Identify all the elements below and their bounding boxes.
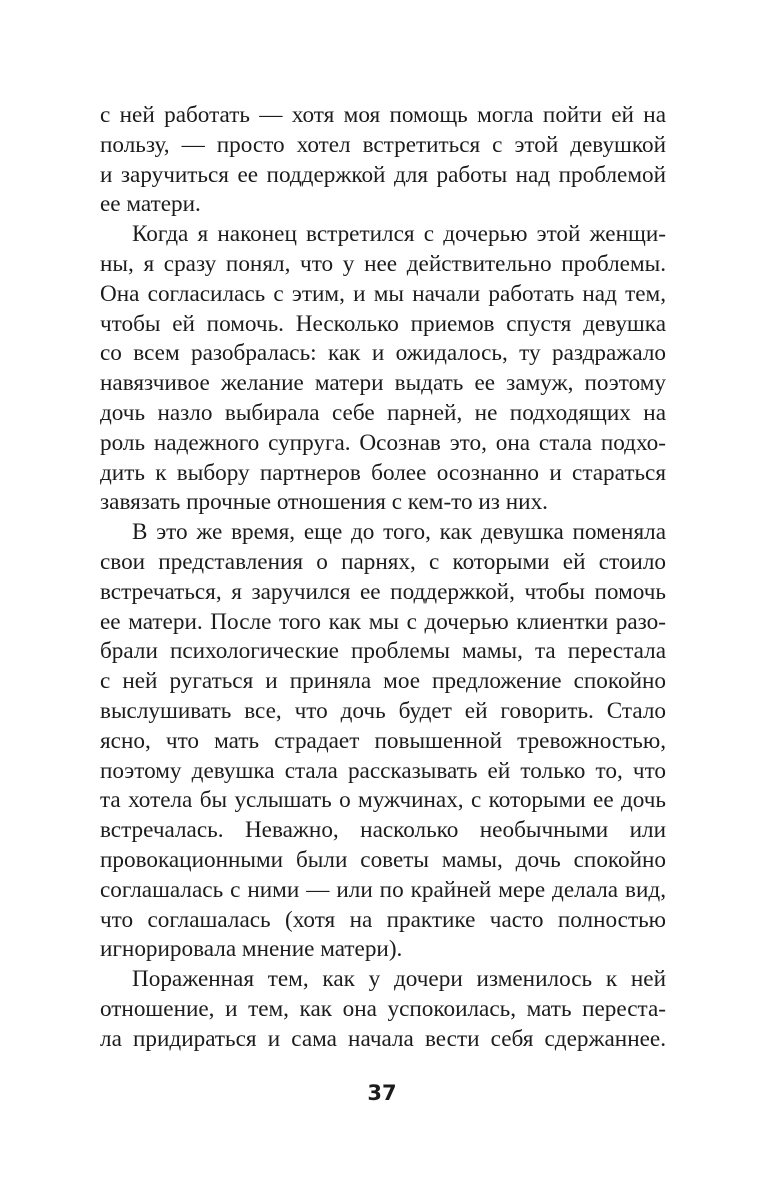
text-line: с ней работать — хотя моя помощь могла пойти ей на — [100, 102, 666, 128]
text-line: Она согласилась с этим, и мы начали работать над тем, — [100, 280, 666, 307]
text-line: отношение, и тем, как она успокоилась, мать переста- — [100, 995, 666, 1022]
text-line: встречаться, я заручился ее поддержкой, чтобы помочь — [100, 578, 666, 605]
text-line: провокационными были советы мамы, дочь спокойно — [100, 846, 666, 873]
paragraph-4 — [100, 965, 666, 1054]
text-line: В это же время, еще до того, как девушка поменяла — [132, 519, 666, 546]
text-line: пользу, — просто хотел встретиться с этой девушкой — [100, 131, 666, 158]
text-line: чтобы ей помочь. Несколько приемов спустя девушка — [100, 310, 666, 337]
text-line: Пораженная тем, как у дочери изменилось к ней — [132, 966, 666, 993]
paragraph-3 — [100, 518, 666, 965]
text-line: встречалась. Неважно, насколько необычными или — [100, 817, 666, 844]
text-line: ла придираться и сама начала вести себя сдержаннее. — [100, 1025, 666, 1052]
text-line: Когда я наконец встретился с дочерью этой женщи- — [132, 221, 666, 248]
text-line: брали психологические проблемы мамы, та перестала — [100, 638, 666, 665]
body-text — [100, 101, 666, 1055]
text-line: выслушивать все, что дочь будет ей говорить. Стало — [100, 697, 666, 724]
text-line: соглашалась с ними — или по крайней мере делала вид, — [100, 876, 666, 903]
text-line: поэтому девушка стала рассказывать ей только то, что — [100, 757, 666, 784]
text-line: что соглашалась (хотя на практике часто полностью — [100, 906, 666, 933]
text-line: дочь назло выбирала себе парней, не подходящих на — [100, 399, 666, 426]
text-line: ны, я сразу понял, что у нее действительно проблемы. — [100, 250, 666, 277]
text-line: роль надежного супруга. Осознав это, она стала подхо- — [100, 429, 666, 456]
text-line: ее матери. — [100, 191, 201, 218]
text-line: с ней ругаться и приняла мое предложение спокойно — [100, 668, 666, 695]
text-line: свои представления о парнях, с которыми ей стоило — [100, 548, 666, 575]
paragraph-2 — [100, 220, 666, 518]
text-line: игнорировала мнение матери). — [100, 936, 403, 963]
page-number: 37 — [367, 1081, 397, 1105]
paragraph-1 — [100, 101, 666, 220]
text-line: дить к выбору партнеров более осознанно и стараться — [100, 459, 666, 486]
text-line: та хотела бы услышать о мужчинах, с которыми ее дочь — [100, 787, 666, 814]
text-line: ясно, что мать страдает повышенной тревожностью, — [100, 727, 666, 754]
text-line: навязчивое желание матери выдать ее замуж, поэтому — [100, 370, 666, 397]
text-line: ее матери. После того как мы с дочерью клиентки разо- — [100, 608, 666, 635]
text-line: со всем разобралась: как и ожидалось, ту раздражало — [100, 340, 666, 367]
text-line: завязать прочные отношения с кем-то из них. — [100, 489, 548, 516]
text-line: и заручиться ее поддержкой для работы над проблемой — [100, 161, 666, 188]
